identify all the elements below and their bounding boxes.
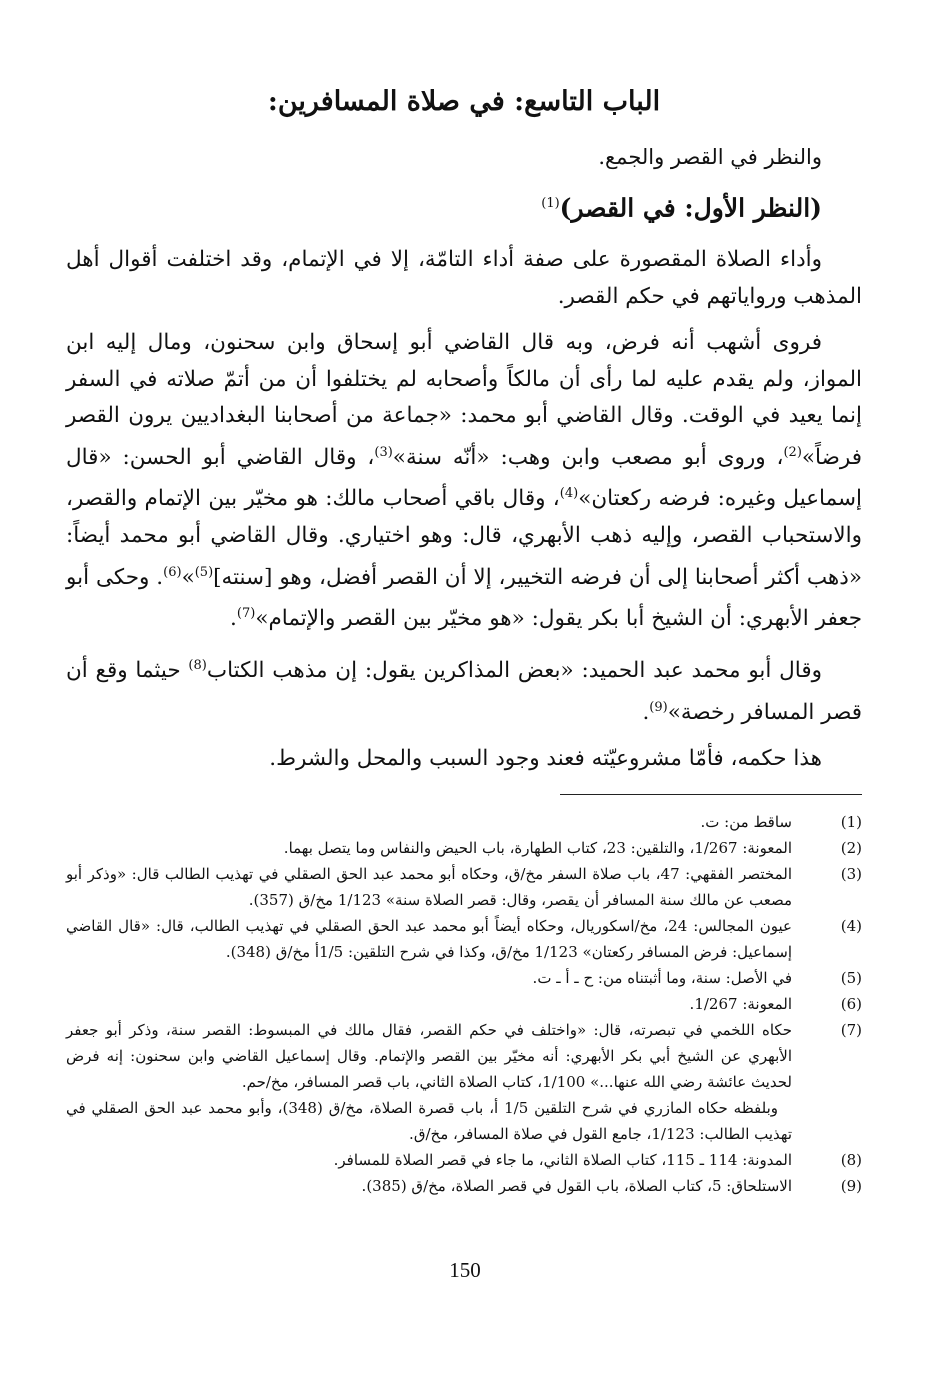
footnote-ref[interactable]: (3) (374, 444, 393, 460)
paragraph-text-segment: وأداء الصلاة المقصورة على صفة أداء التامّة، إلا في الإتمام، وقد اختلفت أقوال أهل المذهب ورواياتهم في حكم القصر. (66, 247, 862, 309)
chapter-intro: والنظر في القصر والجمع. (598, 145, 822, 169)
footnote-item (66, 991, 862, 1017)
footnote-number: (3) (840, 864, 862, 883)
footnote-ref[interactable]: (1) (541, 196, 560, 211)
footnote-ref[interactable]: (4) (559, 486, 579, 502)
paragraph-text-segment: . وحكى أبو جعفر الأبهري: أن الشيخ أبا بكر يقول: «هو مخيّر بين القصر والإتمام» (66, 564, 862, 632)
body-paragraph (66, 648, 862, 731)
footnote-number: (1) (840, 812, 862, 831)
section-title (66, 184, 862, 228)
paragraph-text-segment: وقال أبو محمد عبد الحميد: «بعض المذاكرين يقول: إن مذهب الكتاب (206, 658, 822, 684)
footnote-number: (4) (840, 916, 862, 935)
footnote-item (66, 809, 862, 835)
paragraph-text-segment: هذا حكمه، فأمّا مشروعيّته فعند وجود السبب والمحل والشرط. (269, 746, 822, 772)
footnote-ref[interactable]: (6) (163, 564, 182, 580)
footnote-text: حكاه اللخمي في تبصرته، قال: «واختلف في حكم القصر، فقال مالك في المبسوط: القصر سنة، وذكر أبو جعفر الأبهري عن الشيخ أبي بكر الأبهري: أنه مخيّر بين القصر والإتمام. وقال إسماعيل القاضي وابن سحنون: إنه فرض لحديث عائشة رضي الله عنها...» 1/100، كتاب الصلاة الثاني، باب قصر المسافر، مخ/حم. (66, 1020, 792, 1091)
paragraph-text-segment: فروى أشهب أنه فرض، وبه قال القاضي أبو إسحاق وابن سحنون، ومال إليه ابن المواز، ولم يقدم عليه لما رأى أن مالكاً وأصحابه لم يختلفوا أن من أتمّ صلاته في السفر إنما يعيد في الوقت. وقال القاضي أبو محمد: «جماعة من أصحابنا البغداديين يرون القصر فرضاً» (66, 330, 862, 470)
footnote-continuation: وبلفظه حكاه المازري في شرح التلقين 1/5 أ، باب قصرة الصلاة، مخ/ق (348)، وأبو محمد عبد الحق الصقلي في تهذيب الطالب: 1/123، جامع القول في صلاة المسافر، مخ/ق. (66, 1098, 792, 1143)
footnote-text: ساقط من: ت. (700, 812, 792, 831)
paragraph-text-segment: . (642, 699, 650, 725)
footnote-number: (9) (840, 1176, 862, 1195)
footnote-item (66, 835, 862, 861)
chapter-title: الباب التاسع: في صلاة المسافرين: (267, 86, 661, 117)
footnote-number: (8) (840, 1150, 862, 1169)
footnote-number: (6) (840, 994, 862, 1013)
footnote-text: المعونة: 1/267. (689, 994, 792, 1013)
footnote-text: الاستلحاق: 5، كتاب الصلاة، باب القول في قصر الصلاة، مخ/ق (385). (361, 1176, 792, 1195)
page-number: 150 (449, 1258, 481, 1282)
footnote-ref[interactable]: (5) (194, 564, 214, 580)
paragraph-text-segment: ، وقال باقي أصحاب مالك: هو مخيّر بين الإتمام والقصر، والاستحباب القصر، وإليه ذهب الأبهري، قال: وهو اختياري. وقال القاضي أبو محمد أيضاً: «ذهب أكثر أصحابنا إلى أن فرضه التخيير، إلا أن القصر أفضل، وهو [سنته] (66, 486, 862, 590)
body-text (66, 242, 862, 777)
footnote-text: عيون المجالس: 24، مخ/اسكوريال، وحكاه أيضاً أبو محمد عبد الحق الصقلي في تهذيب الطالب، قال: «قال القاضي إسماعيل: فرض المسافر ركعتان» 1/123 مخ/ق، وكذا في شرح التلقين: 1/5أ مخ/ق (348). (66, 916, 792, 961)
footnote-number: (5) (840, 968, 862, 987)
footnote-number: (7) (840, 1020, 862, 1039)
footnotes-list (66, 809, 862, 1199)
body-paragraph (66, 325, 862, 638)
paragraph-text-segment: » (181, 564, 195, 590)
footnote-text: المعونة: 1/267، والتلقين: 23، كتاب الطهارة، باب الحيض والنفاس وما يتصل بهما. (283, 838, 792, 857)
footnote-text: المختصر الفقهي: 47، باب صلاة السفر مخ/ق، وحكاه أبو محمد عبد الحق الصقلي في تهذيب الطالب قال: «وذكر أبو مصعب عن مالك سنة المسافر أن يقصر، وقال: قصر الصلاة سنة» 1/123 مخ/ق (357). (66, 864, 792, 909)
footnote-ref[interactable]: (8) (188, 657, 207, 673)
footnote-item (66, 1173, 862, 1199)
footnote-item (66, 1017, 862, 1095)
body-paragraph (66, 242, 862, 315)
footnote-ref[interactable]: (2) (783, 444, 802, 460)
paragraph-text-segment: ، وروى أبو مصعب وابن وهب: «أنّه سنة» (392, 444, 784, 470)
footnote-item (66, 1147, 862, 1173)
body-paragraph (66, 741, 862, 778)
paragraph-text-segment: حيثما وقع أن قصر المسافر رخصة» (66, 658, 862, 725)
footnote-text: في الأصل: سنة، وما أثبتناه من: ح ـ أ ـ ت. (532, 968, 792, 987)
footnote-item (66, 861, 862, 913)
paragraph-text-segment: ، وقال القاضي أبو الحسن: «قال إسماعيل وغيره: فرضه ركعتان» (66, 444, 862, 512)
paragraph-text-segment: . (230, 606, 237, 632)
footnote-item (66, 965, 862, 991)
footnote-number: (2) (840, 838, 862, 857)
footnote-ref[interactable]: (7) (236, 606, 256, 622)
footnote-text: المدونة: 114 ـ 115، كتاب الصلاة الثاني، ما جاء في قصر الصلاة للمسافر. (333, 1150, 792, 1169)
footnote-ref[interactable]: (9) (649, 699, 668, 715)
footnote-separator (560, 794, 862, 795)
footnote-item (66, 913, 862, 965)
section-title-text: (النظر الأول: في القصر) (559, 193, 822, 223)
